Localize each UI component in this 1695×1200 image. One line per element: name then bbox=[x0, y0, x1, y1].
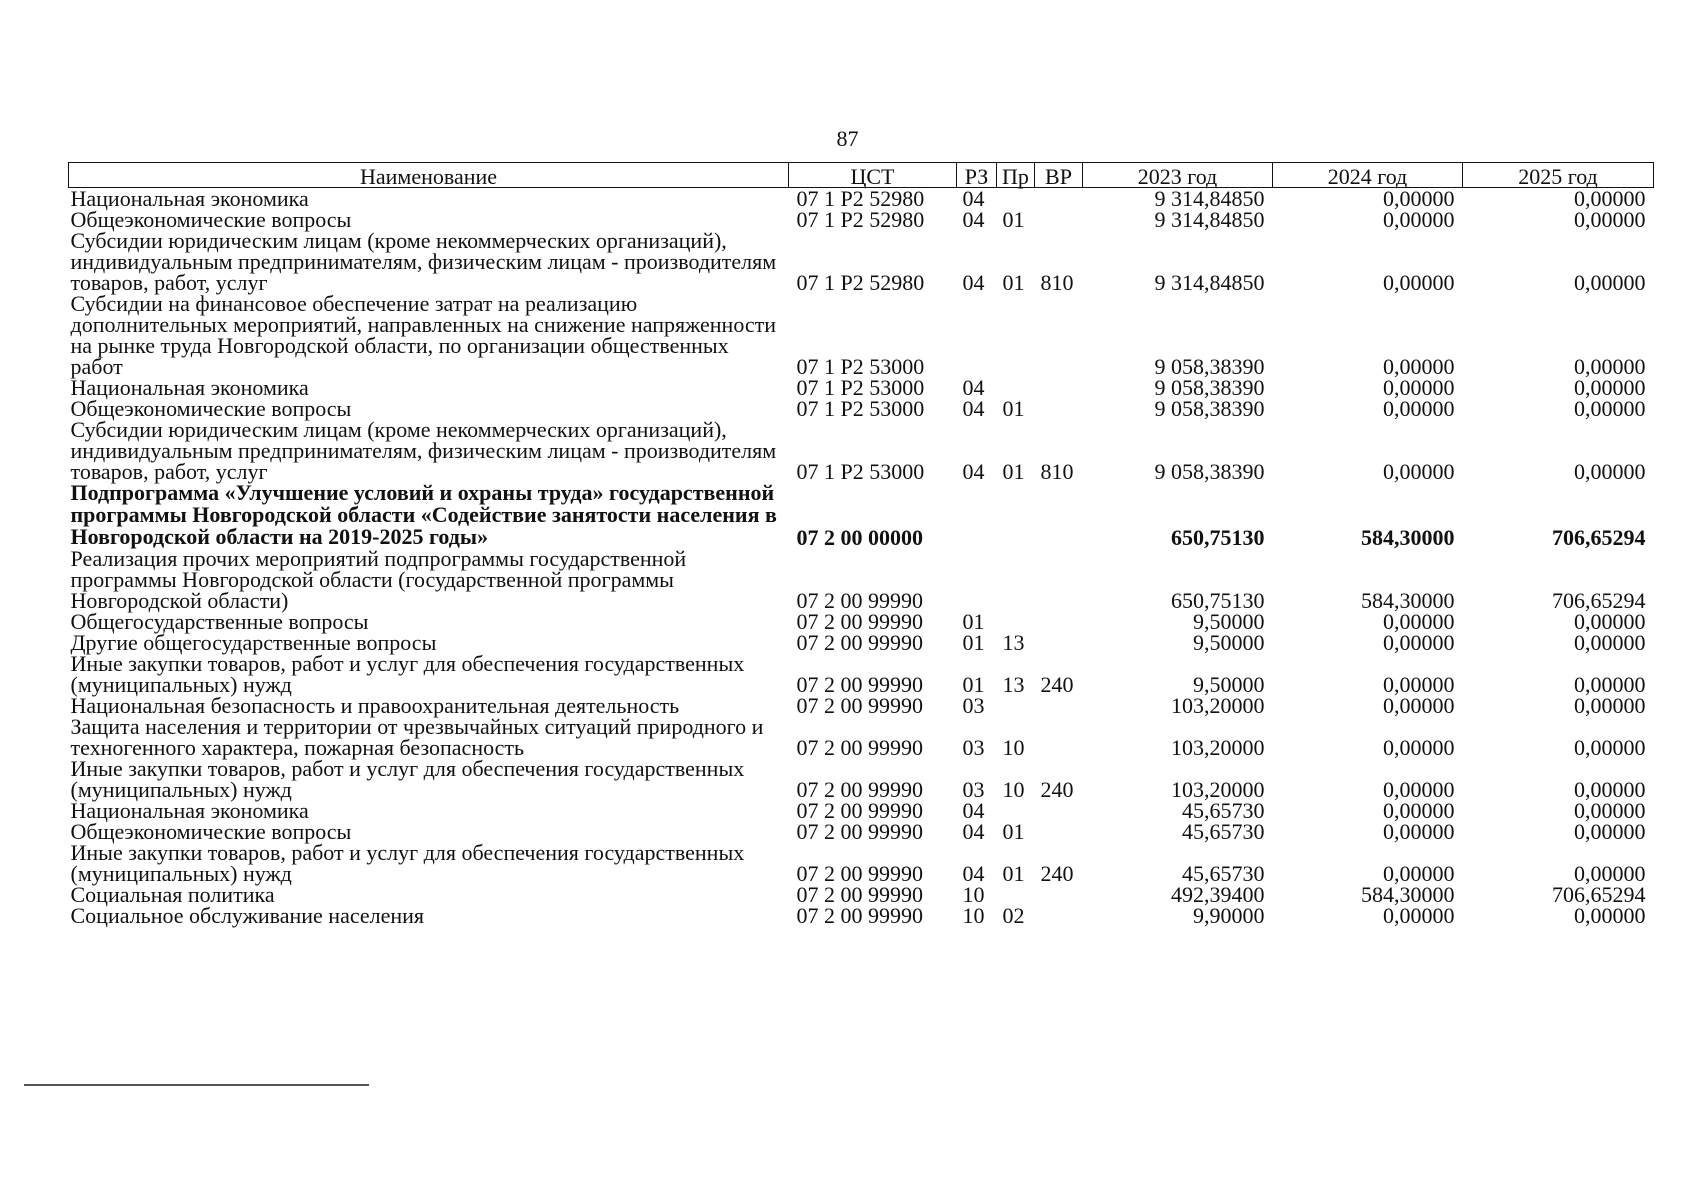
row-pr: 13 bbox=[1002, 672, 1025, 697]
table-row bbox=[69, 230, 1654, 293]
table-row bbox=[69, 209, 1654, 230]
table-row bbox=[69, 653, 1654, 695]
row-2025: 0,00000 bbox=[1574, 270, 1646, 295]
row-pr bbox=[997, 548, 1035, 611]
row-pr: 13 bbox=[1002, 630, 1025, 655]
row-pr bbox=[997, 611, 1035, 632]
row-2024: 0,00000 bbox=[1383, 630, 1455, 655]
row-name: Иные закупки товаров, работ и услуг для обеспечения государственных (муниципальных) нужд bbox=[70, 840, 745, 886]
row-vr bbox=[1035, 821, 1083, 842]
row-rz: 04 bbox=[962, 819, 985, 844]
row-2023: 103,20000 bbox=[1171, 693, 1265, 718]
row-vr: 810 bbox=[1040, 270, 1074, 295]
row-2025: 706,65294 bbox=[1552, 882, 1646, 907]
header-name: Наименование bbox=[69, 163, 789, 188]
row-pr: 01 bbox=[1002, 396, 1025, 421]
row-name: Национальная экономика bbox=[70, 375, 309, 400]
row-name: Общеэкономические вопросы bbox=[70, 207, 352, 232]
row-cst: 07 2 00 00000 bbox=[796, 525, 923, 550]
row-vr: 240 bbox=[1040, 861, 1074, 886]
row-pr bbox=[997, 377, 1035, 398]
row-rz: 03 bbox=[962, 777, 985, 802]
row-2024: 0,00000 bbox=[1383, 861, 1455, 886]
row-pr bbox=[997, 293, 1035, 377]
row-rz: 04 bbox=[962, 186, 985, 211]
row-name: Национальная экономика bbox=[70, 186, 309, 211]
row-rz: 04 bbox=[962, 375, 985, 400]
row-2023: 9 058,38390 bbox=[1154, 459, 1265, 484]
row-vr bbox=[1035, 716, 1083, 758]
row-cst: 07 2 00 99990 bbox=[796, 819, 923, 844]
row-vr bbox=[1035, 905, 1083, 926]
row-cst: 07 1 Р2 52980 bbox=[796, 186, 925, 211]
row-2024: 584,30000 bbox=[1361, 882, 1455, 907]
row-2025: 0,00000 bbox=[1574, 798, 1646, 823]
row-pr: 01 bbox=[1002, 207, 1025, 232]
row-2023: 9 058,38390 bbox=[1154, 375, 1265, 400]
table-header-row bbox=[69, 163, 1654, 188]
table-row bbox=[69, 548, 1654, 611]
header-vr: ВР bbox=[1035, 163, 1083, 188]
row-2023: 45,65730 bbox=[1182, 819, 1265, 844]
row-rz: 04 bbox=[962, 270, 985, 295]
row-cst: 07 1 Р2 52980 bbox=[796, 270, 925, 295]
row-name: Иные закупки товаров, работ и услуг для обеспечения государственных (муниципальных) нужд bbox=[70, 651, 745, 697]
row-vr bbox=[1035, 293, 1083, 377]
row-2023: 45,65730 bbox=[1182, 798, 1265, 823]
row-vr bbox=[1035, 209, 1083, 230]
table-row bbox=[69, 632, 1654, 653]
table-row bbox=[69, 716, 1654, 758]
table-row bbox=[69, 695, 1654, 716]
row-rz: 04 bbox=[962, 861, 985, 886]
row-2025: 706,65294 bbox=[1552, 525, 1646, 550]
row-vr bbox=[1035, 611, 1083, 632]
table-row bbox=[69, 377, 1654, 398]
row-2023: 492,39400 bbox=[1171, 882, 1265, 907]
row-2024: 0,00000 bbox=[1383, 672, 1455, 697]
row-2025: 706,65294 bbox=[1552, 588, 1646, 613]
row-2023: 103,20000 bbox=[1171, 735, 1265, 760]
row-2024: 0,00000 bbox=[1383, 207, 1455, 232]
table-row bbox=[69, 293, 1654, 377]
row-2025: 0,00000 bbox=[1574, 609, 1646, 634]
row-2024: 0,00000 bbox=[1383, 819, 1455, 844]
row-2023: 9,50000 bbox=[1193, 630, 1265, 655]
header-pr: Пр bbox=[997, 163, 1035, 188]
row-2024: 0,00000 bbox=[1383, 459, 1455, 484]
row-2025: 0,00000 bbox=[1574, 735, 1646, 760]
row-2025: 0,00000 bbox=[1574, 207, 1646, 232]
row-rz: 01 bbox=[962, 672, 985, 697]
row-2025: 0,00000 bbox=[1574, 672, 1646, 697]
row-name: Общегосударственные вопросы bbox=[70, 609, 369, 634]
row-vr bbox=[1035, 398, 1083, 419]
row-vr bbox=[1035, 632, 1083, 653]
row-2024: 0,00000 bbox=[1383, 798, 1455, 823]
row-2024: 0,00000 bbox=[1383, 354, 1455, 379]
row-vr bbox=[1035, 548, 1083, 611]
table-body bbox=[69, 188, 1654, 927]
row-cst: 07 1 Р2 52980 bbox=[796, 207, 925, 232]
row-pr bbox=[997, 482, 1035, 548]
table-row bbox=[69, 758, 1654, 800]
header-rz: РЗ bbox=[957, 163, 997, 188]
row-cst: 07 2 00 99990 bbox=[796, 798, 923, 823]
table-row bbox=[69, 884, 1654, 905]
row-2023: 9 314,84850 bbox=[1154, 207, 1265, 232]
row-2023: 9,50000 bbox=[1193, 672, 1265, 697]
row-rz bbox=[957, 548, 997, 611]
row-pr bbox=[997, 188, 1035, 210]
table-row bbox=[69, 482, 1654, 548]
row-pr: 01 bbox=[1002, 459, 1025, 484]
row-rz: 01 bbox=[962, 609, 985, 634]
row-2025: 0,00000 bbox=[1574, 819, 1646, 844]
row-pr: 01 bbox=[1002, 861, 1025, 886]
row-2024: 0,00000 bbox=[1383, 777, 1455, 802]
header-2025: 2025 год bbox=[1463, 163, 1654, 188]
row-rz: 03 bbox=[962, 735, 985, 760]
table-row bbox=[69, 800, 1654, 821]
row-cst: 07 2 00 99990 bbox=[796, 630, 923, 655]
row-pr: 01 bbox=[1002, 819, 1025, 844]
row-2025: 0,00000 bbox=[1574, 693, 1646, 718]
table-row bbox=[69, 905, 1654, 926]
row-pr: 10 bbox=[1002, 735, 1025, 760]
row-2024: 0,00000 bbox=[1383, 903, 1455, 928]
row-vr bbox=[1035, 377, 1083, 398]
row-pr bbox=[997, 695, 1035, 716]
row-name: Общеэкономические вопросы bbox=[70, 396, 352, 421]
row-cst: 07 2 00 99990 bbox=[796, 672, 923, 697]
row-rz: 10 bbox=[962, 882, 985, 907]
row-name: Реализация прочих мероприятий подпрограммы государственной программы Новгородской области (государственной программы Новгородской области) bbox=[70, 546, 687, 613]
header-2023: 2023 год bbox=[1083, 163, 1273, 188]
row-cst: 07 2 00 99990 bbox=[796, 735, 923, 760]
row-rz: 04 bbox=[962, 207, 985, 232]
row-2023: 9,50000 bbox=[1193, 609, 1265, 634]
row-name: Национальная безопасность и правоохранительная деятельность bbox=[70, 693, 680, 718]
row-name: Социальная политика bbox=[70, 882, 275, 907]
row-2025: 0,00000 bbox=[1574, 375, 1646, 400]
row-vr bbox=[1035, 482, 1083, 548]
table-row bbox=[69, 611, 1654, 632]
row-cst: 07 1 Р2 53000 bbox=[796, 354, 925, 379]
row-name: Общеэкономические вопросы bbox=[70, 819, 352, 844]
row-2023: 9 058,38390 bbox=[1154, 354, 1265, 379]
row-2025: 0,00000 bbox=[1574, 777, 1646, 802]
row-2024: 0,00000 bbox=[1383, 609, 1455, 634]
footer-rule bbox=[24, 1084, 369, 1086]
row-rz bbox=[957, 293, 997, 377]
table-row bbox=[69, 188, 1654, 210]
row-cst: 07 1 Р2 53000 bbox=[796, 396, 925, 421]
row-name: Подпрограмма «Улучшение условий и охраны труда» государственной программы Новгородской области «Содействие занятости населения в Новгородской области на 2019-2025 годы» bbox=[70, 480, 777, 549]
row-2024: 584,30000 bbox=[1361, 588, 1455, 613]
row-cst: 07 2 00 99990 bbox=[796, 693, 923, 718]
row-pr bbox=[997, 800, 1035, 821]
header-2024: 2024 год bbox=[1273, 163, 1463, 188]
row-cst: 07 2 00 99990 bbox=[796, 882, 923, 907]
table-row bbox=[69, 398, 1654, 419]
row-2025: 0,00000 bbox=[1574, 354, 1646, 379]
table-row bbox=[69, 842, 1654, 884]
row-name: Другие общегосударственные вопросы bbox=[70, 630, 437, 655]
row-rz: 04 bbox=[962, 798, 985, 823]
row-2023: 9 314,84850 bbox=[1154, 270, 1265, 295]
row-2025: 0,00000 bbox=[1574, 861, 1646, 886]
row-2023: 9 314,84850 bbox=[1154, 186, 1265, 211]
row-name: Иные закупки товаров, работ и услуг для обеспечения государственных (муниципальных) нужд bbox=[70, 756, 745, 802]
row-2023: 9 058,38390 bbox=[1154, 396, 1265, 421]
row-rz: 04 bbox=[962, 396, 985, 421]
row-rz: 10 bbox=[962, 903, 985, 928]
row-cst: 07 2 00 99990 bbox=[796, 588, 923, 613]
row-2024: 0,00000 bbox=[1383, 270, 1455, 295]
header-cst: ЦСТ bbox=[789, 163, 957, 188]
row-name: Субсидии юридическим лицам (кроме некоммерческих организаций), индивидуальным предпринимателям, физическим лицам - производителям товаров, работ, услуг bbox=[70, 417, 777, 484]
row-2023: 650,75130 bbox=[1171, 588, 1265, 613]
row-rz bbox=[957, 482, 997, 548]
row-name: Субсидии юридическим лицам (кроме некоммерческих организаций), индивидуальным предпринимателям, физическим лицам - производителям товаров, работ, услуг bbox=[70, 228, 777, 295]
row-2024: 0,00000 bbox=[1383, 396, 1455, 421]
row-pr: 02 bbox=[1002, 903, 1025, 928]
row-2025: 0,00000 bbox=[1574, 459, 1646, 484]
row-vr bbox=[1035, 188, 1083, 210]
row-vr: 240 bbox=[1040, 777, 1074, 802]
row-2024: 0,00000 bbox=[1383, 375, 1455, 400]
row-2023: 650,75130 bbox=[1171, 525, 1265, 550]
row-pr: 01 bbox=[1002, 270, 1025, 295]
row-2025: 0,00000 bbox=[1574, 903, 1646, 928]
row-2024: 0,00000 bbox=[1383, 693, 1455, 718]
row-rz: 01 bbox=[962, 630, 985, 655]
row-vr bbox=[1035, 695, 1083, 716]
row-2025: 0,00000 bbox=[1574, 630, 1646, 655]
row-2025: 0,00000 bbox=[1574, 186, 1646, 211]
row-cst: 07 2 00 99990 bbox=[796, 777, 923, 802]
row-2024: 0,00000 bbox=[1383, 186, 1455, 211]
row-name: Социальное обслуживание населения bbox=[70, 903, 425, 928]
row-cst: 07 2 00 99990 bbox=[796, 609, 923, 634]
row-cst: 07 2 00 99990 bbox=[796, 903, 923, 928]
row-cst: 07 1 Р2 53000 bbox=[796, 459, 925, 484]
row-vr: 810 bbox=[1040, 459, 1074, 484]
budget-table bbox=[68, 162, 1654, 926]
table-row bbox=[69, 821, 1654, 842]
row-2025: 0,00000 bbox=[1574, 396, 1646, 421]
page-number: 87 bbox=[836, 126, 859, 151]
row-pr bbox=[997, 884, 1035, 905]
table-row bbox=[69, 419, 1654, 482]
row-vr: 240 bbox=[1040, 672, 1074, 697]
row-cst: 07 2 00 99990 bbox=[796, 861, 923, 886]
row-name: Национальная экономика bbox=[70, 798, 309, 823]
row-2023: 45,65730 bbox=[1182, 861, 1265, 886]
row-pr: 10 bbox=[1002, 777, 1025, 802]
row-2024: 0,00000 bbox=[1383, 735, 1455, 760]
row-cst: 07 1 Р2 53000 bbox=[796, 375, 925, 400]
row-vr bbox=[1035, 800, 1083, 821]
row-vr bbox=[1035, 884, 1083, 905]
row-rz: 03 bbox=[962, 693, 985, 718]
row-rz: 04 bbox=[962, 459, 985, 484]
row-name: Защита населения и территории от чрезвычайных ситуаций природного и техногенного характера, пожарная безопасность bbox=[70, 714, 764, 760]
row-2023: 103,20000 bbox=[1171, 777, 1265, 802]
row-name: Субсидии на финансовое обеспечение затрат на реализацию дополнительных мероприятий, направленных на снижение напряженности на рынке труда Новгородской области, по организации общественных работ bbox=[70, 291, 777, 379]
row-2023: 9,90000 bbox=[1193, 903, 1265, 928]
row-2024: 584,30000 bbox=[1361, 525, 1455, 550]
